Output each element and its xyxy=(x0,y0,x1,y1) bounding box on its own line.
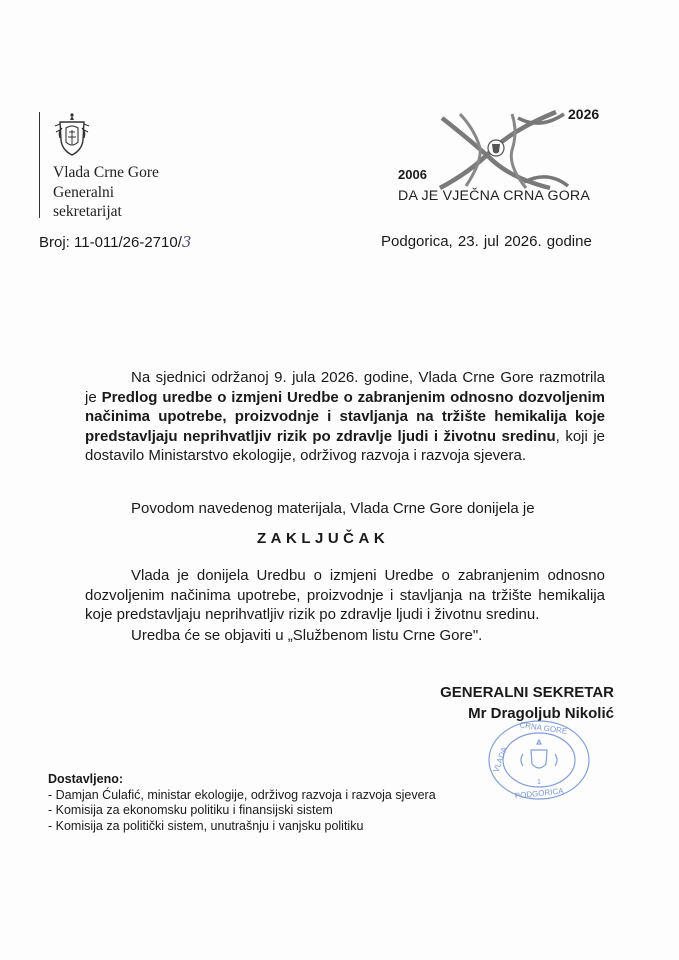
signature-title: GENERALNI SEKRETAR xyxy=(440,684,614,701)
header-divider xyxy=(39,112,40,218)
publication-text: Uredba će se objaviti u „Službenom listu Crne Gore". xyxy=(131,627,483,644)
list-item: - Komisija za ekonomsku politiku i finansijski sistem xyxy=(48,803,333,817)
conclusion-title: ZAKLJUČAK xyxy=(257,530,390,547)
stamp-top-text: CRNA GORE xyxy=(518,720,568,736)
list-item: - Komisija za politički sistem, unutrašnju i vanjsku politiku xyxy=(48,818,364,833)
gov-line-1: Vlada Crne Gore xyxy=(53,164,159,181)
conclusion-text: Vlada je donijela Uredbu o izmjeni Uredbe o zabranjenim odnosno dozvoljenim načinima upotrebe, proizvodnje i stavljanja na tržište hemikalija koje predstavljaju neprihvatljiv rizik po zdravlje ljudi i životnu sredinu. xyxy=(85,567,605,623)
logo-motto: DA JE VJEČNA CRNA GORA xyxy=(398,188,591,204)
official-stamp-icon xyxy=(485,718,593,802)
distribution-heading: Dostavljeno: xyxy=(48,772,124,786)
logo-year-right: 2026 xyxy=(568,106,600,122)
paragraph-publication xyxy=(85,626,605,646)
intro-bold-subject: Predlog uredbe o izmjeni Uredbe o zabranjenim odnosno dozvoljenim načinima upotrebe, proizvodnje i stavljanja na tržište hemikalija koje predstavljaju neprihvatljiv rizik po zdravlje ljudi i životnu sredinu xyxy=(85,388,605,445)
gov-line-2: Generalni xyxy=(53,183,115,201)
paragraph-intro xyxy=(85,368,605,466)
reference-number xyxy=(39,233,191,251)
government-name xyxy=(53,163,159,222)
paragraph-conclusion xyxy=(85,566,605,625)
stamp-number: 1 xyxy=(537,779,541,786)
paragraph-decision-intro xyxy=(85,499,605,519)
distribution-list xyxy=(48,772,436,834)
place-date: Podgorica, 23. jul 2026. godine xyxy=(381,233,592,250)
intro-start: Na sjednici održanoj 9. jula 2026. godine, Vlada Crne Gore razmotrila je xyxy=(85,369,605,406)
list-item: - Damjan Ćulafić, ministar ekologije, održivog razvoja i razvoja sjevera xyxy=(48,787,436,802)
stamp-left-text: VLADA xyxy=(491,745,509,774)
gov-line-3: sekretarijat xyxy=(53,203,122,220)
handwritten-number: 3 xyxy=(181,233,192,251)
coat-of-arms-icon xyxy=(52,112,92,158)
stamp-bottom-text: PODGORICA xyxy=(514,786,564,801)
reference-number-text: Broj: 11-011/26-2710/ xyxy=(39,234,182,251)
signature-name: Mr Dragoljub Nikolić xyxy=(468,705,614,722)
logo-year-left: 2006 xyxy=(398,167,427,182)
intro-end: , koji je dostavilo Ministarstvo ekologije, održivog razvoja i razvoja sjevera. xyxy=(85,427,605,464)
decision-intro-text: Povodom navedenog materijala, Vlada Crne Gore donijela je xyxy=(131,500,535,517)
